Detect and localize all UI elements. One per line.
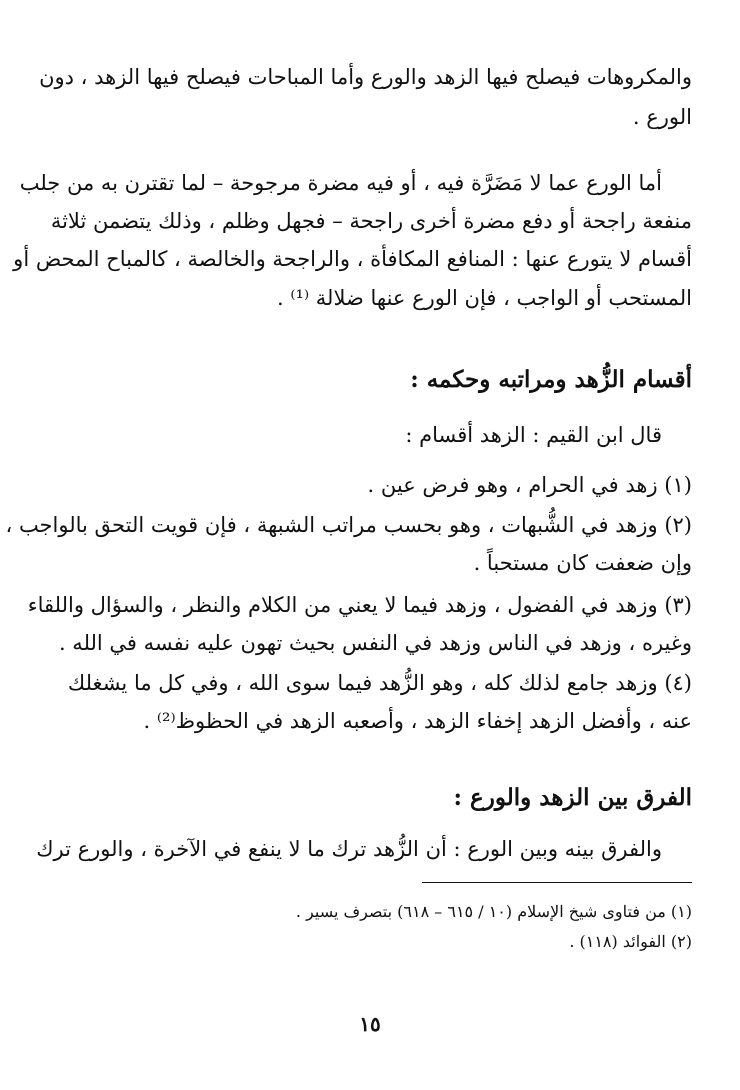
paragraph-2-line-2: منفعة راجحة أو دفع مضرة أخرى راجحة – فجهل وظلم ، وذلك يتضمن ثلاثة bbox=[50, 209, 692, 233]
footnote-1: (١) من فتاوى شيخ الإسلام (١٠ / ٦١٥ – ٦١٨) بتصرف يسير . bbox=[295, 902, 692, 921]
list-item-3-line-2: وغيره ، وزهد في الناس وزهد في النفس بحيث تهون عليه نفسه في الله . bbox=[58, 631, 692, 655]
list-item-3-line-1: (٣) وزهد في الفضول ، وزهد فيما لا يعني من الكلام والنظر ، والسؤال واللقاء bbox=[27, 593, 692, 617]
section-heading-zuhd-types: أقسام الزُّهد ومراتبه وحكمه : bbox=[410, 366, 692, 393]
paragraph-1-line-1: والمكروهات فيصلح فيها الزهد والورع وأما المباحات فيصلح فيها الزهد ، دون bbox=[39, 65, 692, 89]
list-item-1: (١) زهد في الحرام ، وهو فرض عين . bbox=[367, 473, 692, 497]
paragraph-2-line-1: أما الورع عما لا مَضَرَّة فيه ، أو فيه مضرة مرجوحة – لما تقترن به من جلب bbox=[19, 171, 662, 195]
paragraph-2-line-4: المستحب أو الواجب ، فإن الورع عنها ضلالة ⁽¹⁾ . bbox=[277, 286, 692, 310]
intro-line: قال ابن القيم : الزهد أقسام : bbox=[405, 423, 662, 447]
list-item-2-line-1: (٢) وزهد في الشُّبهات ، وهو بحسب مراتب الشبهة ، فإن قويت التحق بالواجب ، bbox=[5, 513, 692, 537]
page-number: ١٥ bbox=[359, 1012, 381, 1036]
footnote-2: (٢) الفوائد (١١٨) . bbox=[569, 932, 692, 951]
paragraph-3-line-1: والفرق بينه وبين الورع : أن الزُّهد ترك ما لا ينفع في الآخرة ، والورع ترك bbox=[36, 837, 662, 861]
list-item-2-line-2: وإن ضعفت كان مستحباً . bbox=[473, 551, 692, 575]
list-item-4-line-2: عنه ، وأفضل الزهد إخفاء الزهد ، وأصعبه الزهد في الحظوظ⁽²⁾ . bbox=[143, 709, 692, 733]
paragraph-2-line-3: أقسام لا يتورع عنها : المنافع المكافأة ، والراجحة والخالصة ، كالمباح المحض أو bbox=[13, 247, 692, 271]
footnote-divider bbox=[422, 882, 692, 883]
section-heading-difference: الفرق بين الزهد والورع : bbox=[453, 784, 692, 811]
paragraph-1-line-2: الورع . bbox=[632, 105, 692, 129]
list-item-4-line-1: (٤) وزهد جامع لذلك كله ، وهو الزُّهد فيما سوى الله ، وفي كل ما يشغلك bbox=[67, 671, 692, 695]
